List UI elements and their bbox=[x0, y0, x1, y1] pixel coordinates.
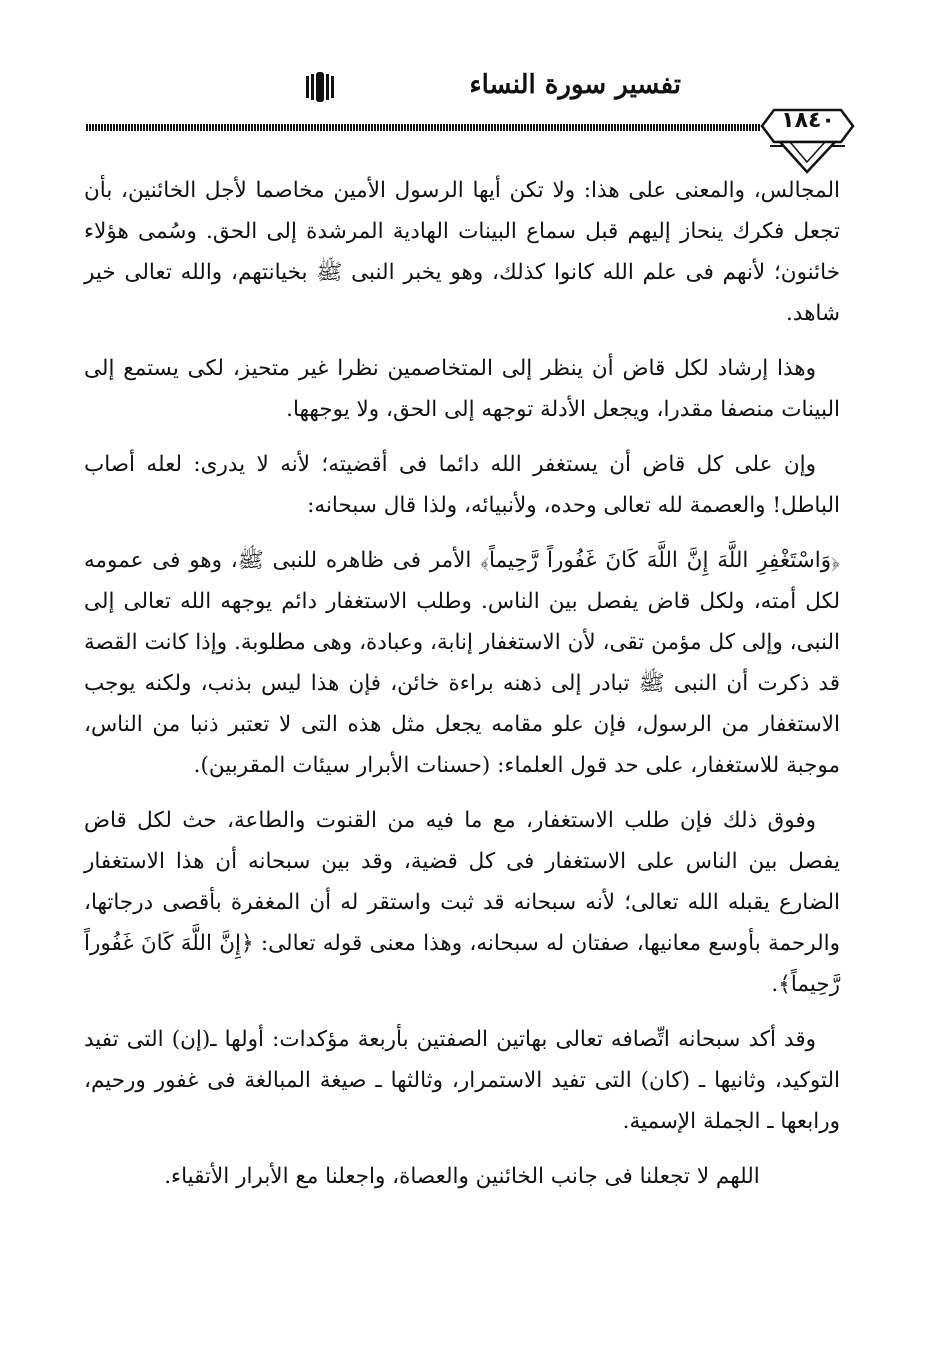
paragraph: وقد أكد سبحانه اتِّصافه تعالى بهاتين الصفتين بأربعة مؤكدات: أولها ـ(إن) التى تفيد التوكيد، وثانيها ـ (كان) التى تفيد الاستمرار، وثالثها ـ صيغة المبالغة فى غفور ورحيم، ورابعها ـ الجملة الإسمية. bbox=[84, 1027, 840, 1134]
closing-prayer: اللهم لا تجعلنا فى جانب الخائنين والعصاة، واجعلنا مع الأبرار الأتقياء. bbox=[164, 1164, 760, 1189]
paragraph-with-verse: ﴿وَاسْتَغْفِرِ اللَّهَ إِنَّ اللَّهَ كَانَ غَفُوراً رَّحِيماً﴾ الأمر فى ظاهره للنبى ﷺ، وهو فى عمومه لكل أمته، ولكل قاض يفصل بين الناس. وطلب الاستغفار دائم يوجهه الله تعالى إلى النبى، وإلى كل مؤمن تقى، لأن الاستغفار إنابة، وعبادة، وهى مطلوبة. وإذا كانت القصة قد ذكرت أن النبى ﷺ تبادر إلى ذهنه براءة خائن، فإن هذا ليس بذنب، ولكنه يوجب الاستغفار من الرسول، فإن علو مقامه يجعل مثل هذه التى لا تعتبر ذنبا من الناس، موجبة للاستغفار، على حد قول العلماء: (حسنات الأبرار سيئات المقربين). bbox=[84, 548, 840, 778]
body-text bbox=[84, 170, 840, 1211]
paragraph: وهذا إرشاد لكل قاض أن ينظر إلى المتخاصمين نظرا غير متحيز، لكى يستمع إلى البينات منصفا مقدرا، ويجعل الأدلة توجهه إلى الحق، ولا يوجهها. bbox=[84, 356, 840, 422]
page-number: ١٨٤٠ bbox=[781, 108, 835, 133]
paragraph: وفوق ذلك فإن طلب الاستغفار، مع ما فيه من القنوت والطاعة، حث لكل قاض يفصل بين الناس على الاستغفار فى كل قضية، وقد بين سبحانه أن هذا الاستغفار الضارع يقبله الله تعالى؛ لأنه سبحانه قد ثبت واستقر له أن المغفرة بأقصى درجاتها، والرحمة بأوسع معانيها، صفتان له سبحانه، وهذا معنى قوله تعالى: ﴿إِنَّ اللَّهَ كَانَ غَفُوراً رَّحِيماً﴾. bbox=[84, 808, 840, 997]
header-rule bbox=[86, 124, 761, 131]
running-title: تفسير سورة النساء bbox=[469, 70, 681, 100]
paragraph: المجالس، والمعنى على هذا: ولا تكن أيها الرسول الأمين مخاصما لأجل الخائنين، بأن تجعل فكرك ينحاز إليهم قبل سماع البينات الهادية المرشدة إلى الحق. وسُمى هؤلاء خائنون؛ لأنهم فى علم الله كانوا كذلك، وهو يخبر النبى ﷺ بخيانتهم، والله تعالى خير شاهد. bbox=[84, 178, 840, 326]
paragraph: وإن على كل قاض أن يستغفر الله دائما فى أقضيته؛ لأنه لا يدرى: لعله أصاب الباطل! والعصمة لله تعالى وحده، ولأنبيائه، ولذا قال سبحانه: bbox=[84, 452, 840, 518]
ornament-icon bbox=[300, 72, 340, 102]
page-header bbox=[0, 0, 931, 180]
